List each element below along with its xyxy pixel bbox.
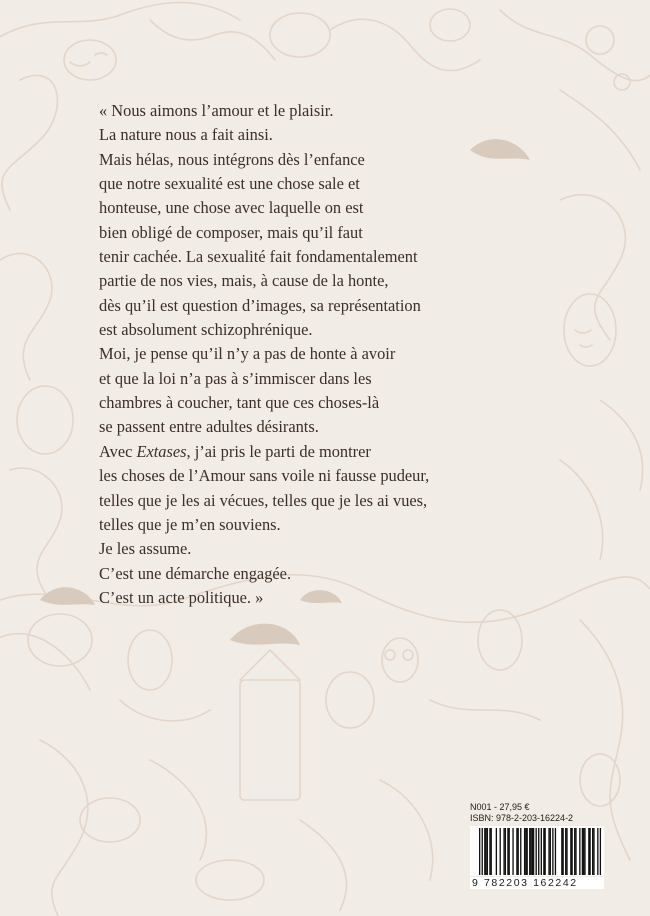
barcode-bar — [529, 828, 530, 875]
barcode-bar — [485, 828, 486, 875]
barcode-bar — [570, 828, 571, 875]
quote-line: telles que je les ai vécues, telles que je les ai vues, — [99, 490, 428, 510]
barcode-bar — [579, 828, 580, 875]
barcode-bar — [592, 828, 593, 875]
quote-line: La nature nous a fait ainsi. — [99, 125, 273, 145]
book-title: Extases — [136, 441, 187, 461]
ean-barcode — [470, 826, 604, 876]
barcode-bar — [487, 828, 488, 875]
quote-line: est absolument schizophrénique. — [99, 320, 313, 340]
quote-line: Je les assume. — [99, 539, 192, 559]
barcode-bar — [524, 828, 525, 875]
quote-line: « Nous aimons l’amour et le plaisir. — [99, 101, 334, 120]
barcode-bar — [518, 828, 519, 875]
avec-prefix: Avec — [99, 441, 137, 461]
barcode-bar — [583, 828, 584, 875]
barcode-bar — [512, 828, 513, 875]
barcode-bar — [533, 828, 534, 875]
barcode-bar — [582, 828, 583, 875]
barcode-bar — [489, 828, 490, 875]
barcode-bar — [544, 828, 545, 875]
barcode-bar — [536, 828, 537, 875]
barcode-bar — [555, 828, 556, 875]
barcode-block — [470, 802, 604, 889]
barcode-bar — [593, 828, 594, 875]
quote-line: bien obligé de composer, mais qu’il faut — [99, 222, 363, 242]
barcode-bar — [479, 828, 480, 875]
quote-line: Moi, je pense qu’il n’y a pas de honte à avoir — [99, 344, 396, 364]
barcode-bar — [507, 828, 508, 875]
barcode-bar — [548, 828, 549, 875]
quote-line: C’est un acte politique. » — [99, 587, 264, 607]
barcode-bar — [550, 828, 551, 875]
barcode-bar — [505, 828, 506, 875]
quote-line: honteuse, une chose avec laquelle on est — [99, 198, 364, 218]
quote-line: tenir cachée. La sexualité fait fondamentalement — [99, 247, 418, 267]
price-line: N001 - 27,95 € — [470, 802, 530, 812]
barcode-bar — [491, 828, 492, 875]
barcode-bar — [571, 828, 572, 875]
barcode-bar — [530, 828, 531, 875]
quote-line: les choses de l’Amour sans voile ni fausse pudeur, — [99, 466, 430, 486]
barcode-bar — [562, 828, 563, 875]
barcode-bar — [552, 828, 553, 875]
barcode-bar — [520, 828, 521, 875]
barcode-bar — [597, 828, 598, 875]
quote-line: telles que je m’en souviens. — [99, 514, 281, 534]
barcode-bar — [574, 828, 575, 875]
barcode-bar — [565, 828, 566, 875]
avec-suffix: , j’ai pris le parti de montrer — [186, 441, 371, 461]
quote-line: dès qu’il est question d’images, sa représentation — [99, 295, 421, 315]
barcode-bar — [588, 828, 589, 875]
barcode-bar — [538, 828, 539, 875]
barcode-bar — [527, 828, 528, 875]
barcode-bar — [525, 828, 526, 875]
quote-line: et que la loi n’a pas à s’immiscer dans les — [99, 368, 372, 388]
ean-digits: 9 782203 162242 — [470, 877, 604, 889]
barcode-bar — [541, 828, 542, 875]
barcode-bar — [482, 828, 483, 875]
quote-line-avec — [99, 440, 569, 464]
barcode-bar — [532, 828, 533, 875]
isbn-line: ISBN: 978-2-203-16224-2 — [470, 813, 574, 823]
barcode-bar — [503, 828, 504, 875]
barcode-bar — [500, 828, 501, 875]
quote-line: chambres à coucher, tant que ces choses-là — [99, 393, 380, 413]
quote-line: que notre sexualité est une chose sale et — [99, 174, 360, 194]
barcode-bar — [575, 828, 576, 875]
barcode-bar — [600, 828, 601, 875]
barcode-bar — [509, 828, 510, 875]
quote-line: se passent entre adultes désirants. — [99, 417, 319, 437]
back-cover-quote — [99, 99, 569, 610]
barcode-bar — [561, 828, 562, 875]
barcode-bar — [566, 828, 567, 875]
quote-line: C’est une démarche engagée. — [99, 563, 292, 583]
barcode-bar — [484, 828, 485, 875]
barcode-bar — [543, 828, 544, 875]
barcode-bar — [496, 828, 497, 875]
quote-line: partie de nos vies, mais, à cause de la honte, — [99, 271, 389, 291]
barcode-bar — [516, 828, 517, 875]
barcode-bar — [589, 828, 590, 875]
quote-line: Mais hélas, nous intégrons dès l’enfance — [99, 149, 365, 169]
barcode-bar — [584, 828, 585, 875]
